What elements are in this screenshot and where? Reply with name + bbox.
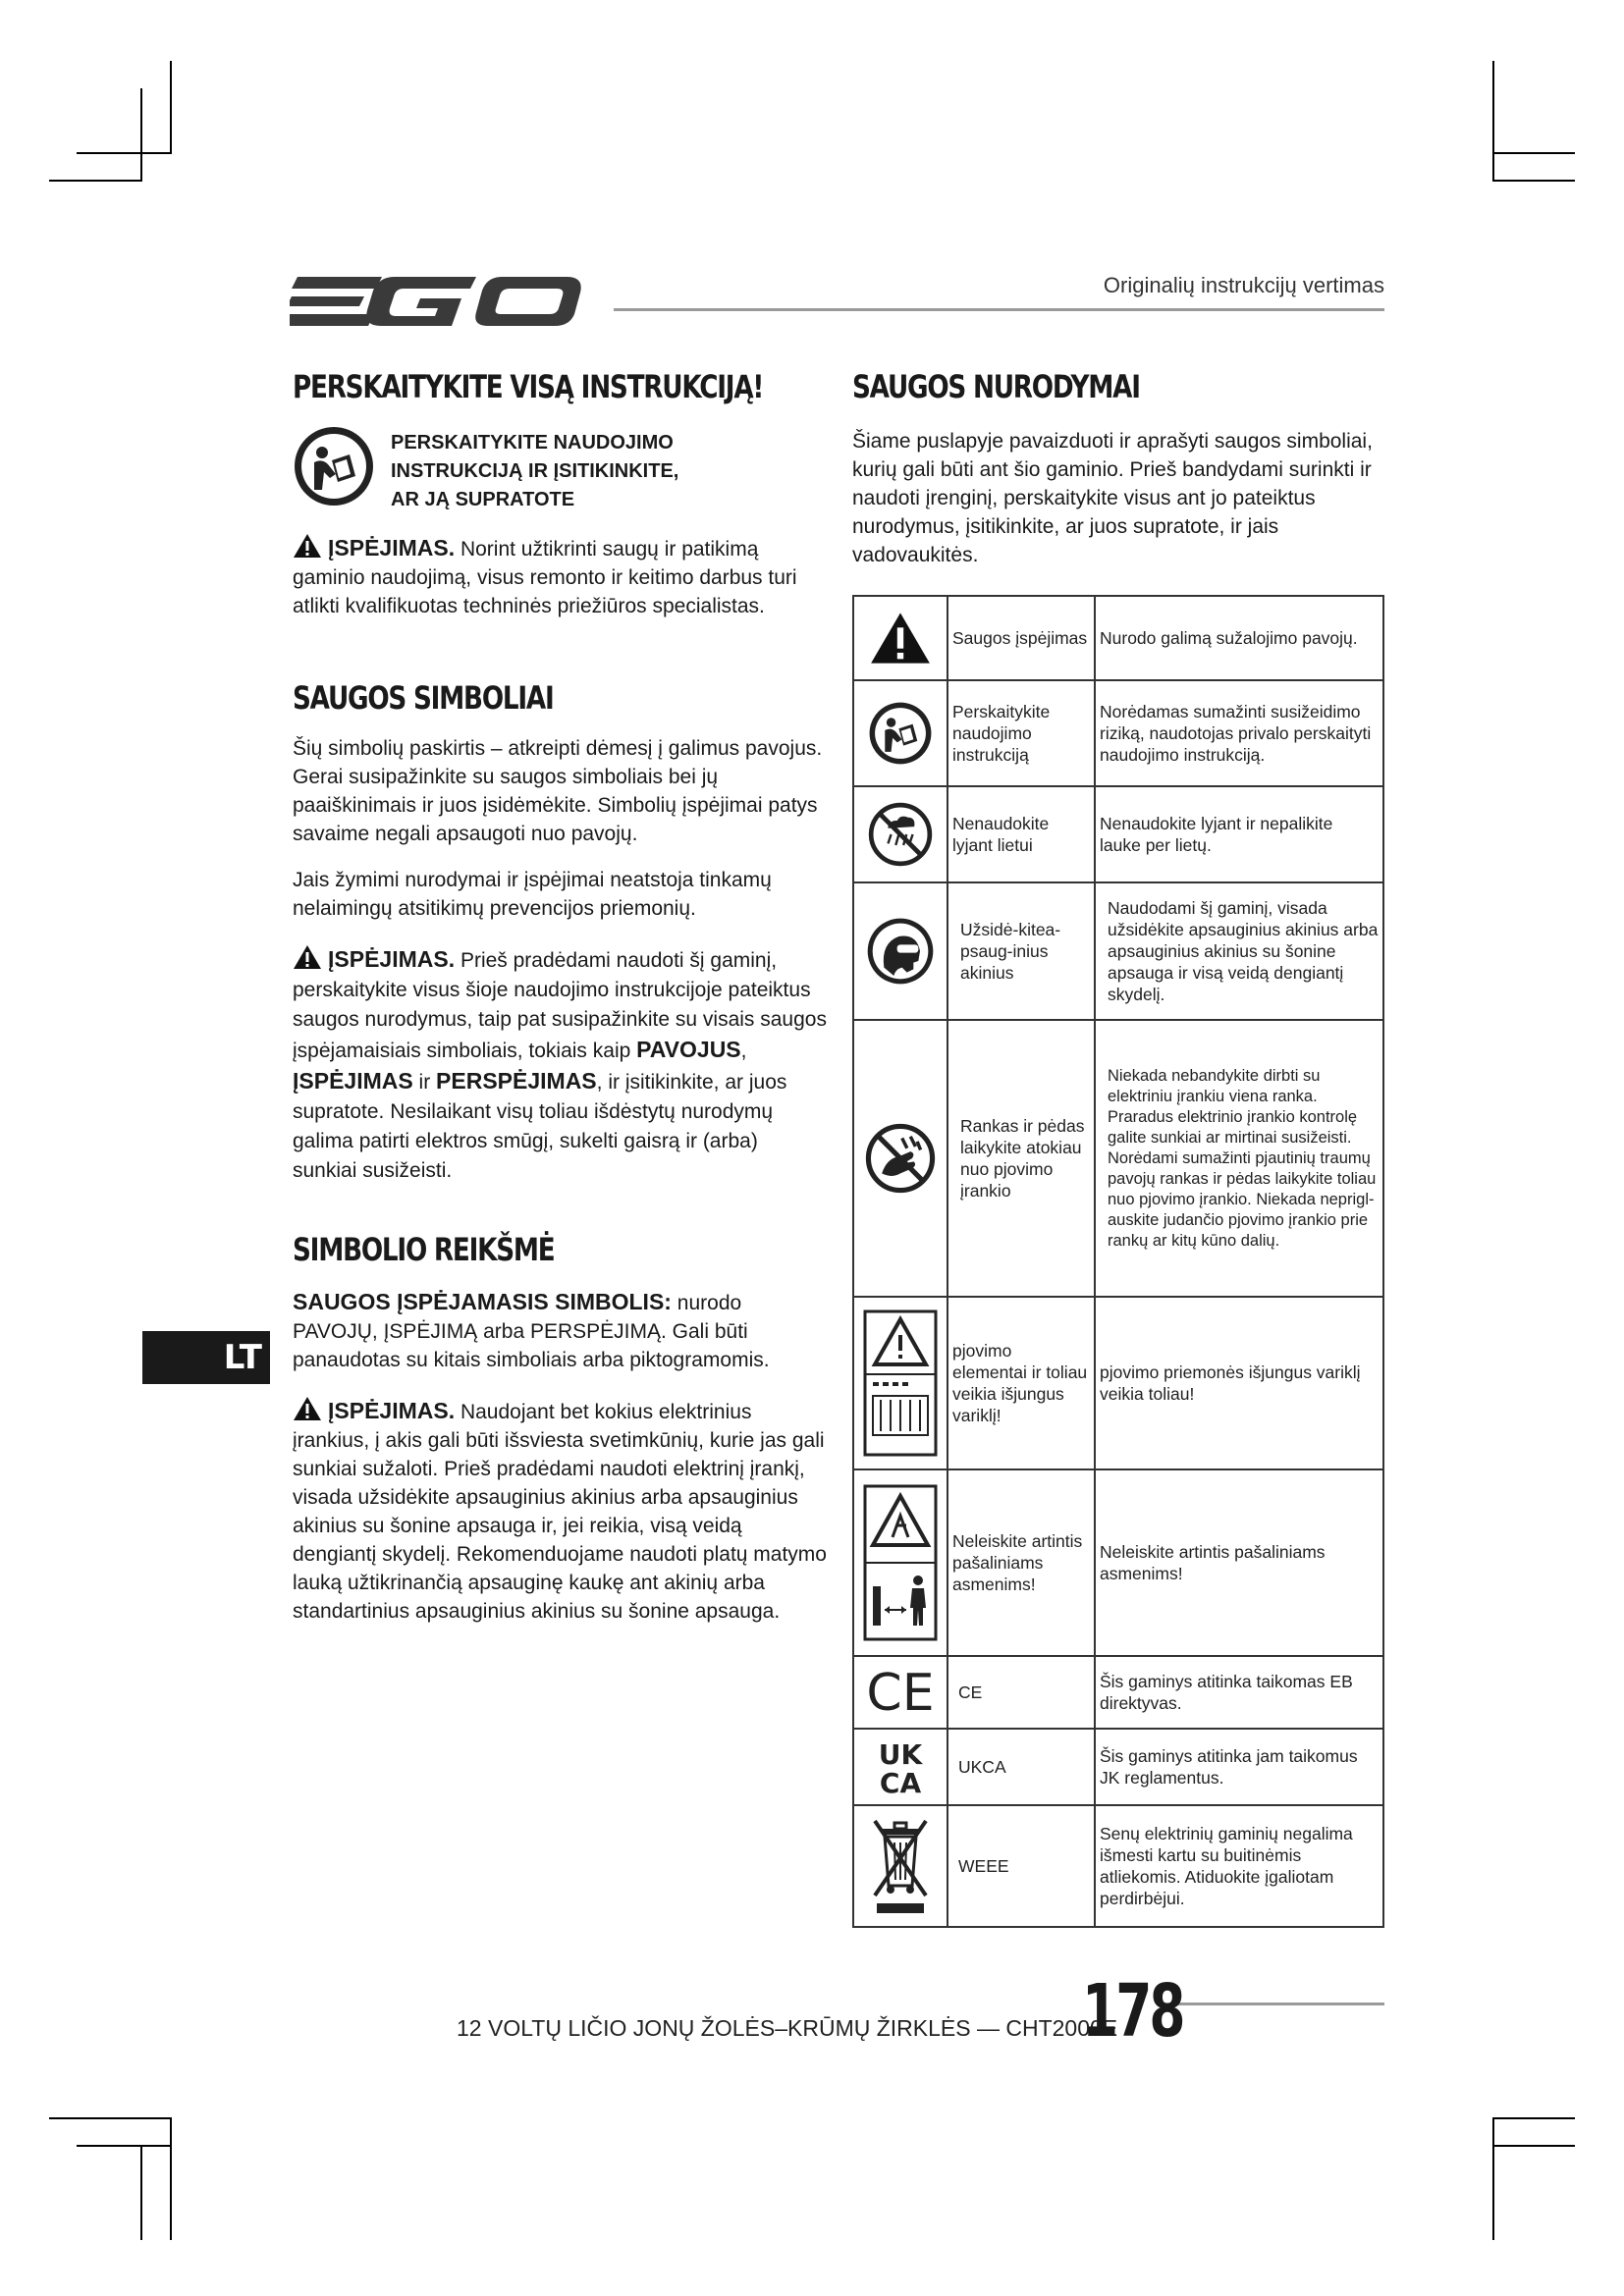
- warning-read-all: [293, 944, 828, 1186]
- read-manual-line: PERSKAITYKITE NAUDOJIMO: [391, 432, 674, 454]
- symbol-name: Rankas ir pėdas laikykite atokiau nuo pjovimo įrankio: [947, 1020, 1095, 1297]
- word-warning: ĮSPĖJIMAS: [293, 1068, 413, 1094]
- bystanders-icon: [863, 1484, 938, 1641]
- read-manual-block: [293, 425, 828, 543]
- footer-rule: [1159, 2002, 1384, 2005]
- warning-triangle-icon: [293, 944, 322, 970]
- safety-intro: Šiame puslapyje pavaizduoti ir aprašyti saugos simboliai, kurių gali būti ant šio gaminio. Prieš bandydami surinkti ir naudoti įrenginį, perskaitykite visus ant jo pateiktus nurodymus, įsitikinkite, ar juos supratote, ir jais vadovaukitės.: [852, 430, 1373, 566]
- crop-mark: [77, 2145, 172, 2147]
- crop-mark: [1492, 2117, 1575, 2119]
- read-manual-line: AR JĄ SUPRATOTE: [391, 489, 575, 510]
- symbol-cell: [853, 1729, 947, 1805]
- ukca-mark-icon: [871, 1737, 930, 1796]
- symbols-paragraph-2: Jais žymimi nurodymai ir įspėjimai neatstoja tinkamų nelaimingų atsitikimų prevencijos priemonių.: [293, 869, 772, 920]
- symbol-description: Norėdamas sumažinti susižeidimo riziką, naudotojas privalo perskaityti naudojimo instrukciją.: [1095, 680, 1383, 786]
- ukca-text-top: UK: [878, 1738, 923, 1771]
- symbol-name: Perskaitykite naudojimo instrukciją: [947, 680, 1095, 786]
- symbol-name: CE: [947, 1656, 1095, 1729]
- table-row: [853, 1729, 1383, 1805]
- language-tab: LT: [142, 1331, 270, 1384]
- page-number: 178: [1082, 1969, 1183, 2054]
- safety-instructions-heading: SAUGOS NURODYMAI: [852, 368, 1140, 405]
- hand-cutting-icon: [865, 1123, 936, 1194]
- footer-product: 12 VOLTŲ LIČIO JONŲ ŽOLĖS–KRŪMŲ ŽIRKLĖS — CHT2000E: [457, 2015, 1118, 2041]
- warning-triangle-icon: [869, 610, 932, 667]
- symbol-description: pjovimo priemonės išjungus variklį veikia toliau!: [1095, 1297, 1383, 1469]
- warning-text: Naudojant bet kokius elektrinius įrankius, į akis gali būti išsviesta svetimkūnių, kurie jas gali sunkiai sužaloti. Prieš pradėdami naudoti elektrinį įrankį, visada užsidėkite apsauginius akinius arba apsauginius akinius su šonine apsauga ir, jei reikia, visą veidą dengiantį skydelį. Rekomenduojame naudoti platų matymo lauką užtikrinančią apsauginę kaukę ant akinių arba standartinius apsauginius akinius su šonine apsauga.: [293, 1401, 827, 1623]
- blade-coasting-icon: [863, 1309, 938, 1457]
- table-row: [853, 680, 1383, 786]
- symbol-description: Nenaudokite lyjant ir nepalikite lauke per lietų.: [1095, 786, 1383, 882]
- symbol-cell: [853, 786, 947, 882]
- symbol-description: Šis gaminys atitinka jam taikomus JK reglamentus.: [1095, 1729, 1383, 1805]
- symbol-name: Užsidė-kitea-psaug-inius akinius: [947, 882, 1095, 1020]
- warning-text: Norint užtikrinti saugų ir patikimą gaminio naudojimą, visus remonto ir keitimo darbus turi atlikti kvalifikuotas techninės priežiūros specialistas.: [293, 538, 797, 617]
- read-manual-icon: [293, 425, 375, 507]
- separator: ,: [740, 1040, 747, 1062]
- warning-eye-protection: [293, 1396, 828, 1626]
- no-rain-icon: [868, 802, 933, 867]
- table-row: [853, 596, 1383, 680]
- warning-label: ĮSPĖJIMAS.: [328, 535, 456, 561]
- symbol-cell: [853, 680, 947, 786]
- ce-mark-icon: [863, 1668, 938, 1717]
- crop-mark: [49, 180, 142, 182]
- crop-mark: [49, 2117, 172, 2119]
- symbols-paragraph-1: Šių simbolių paskirtis – atkreipti dėmesį į galimus pavojus. Gerai susipažinkite su saugos simboliais bei jų paaiškinimais ir juos įsidėmėkite. Simbolių įspėjimai patys savaime negali apsaugoti nuo pavojų.: [293, 737, 823, 845]
- symbol-cell: [853, 1656, 947, 1729]
- warning-triangle-icon: [293, 1396, 322, 1421]
- warning-label: ĮSPĖJIMAS.: [328, 946, 456, 972]
- warning-repair: [293, 533, 828, 620]
- word-caution: PERSPĖJIMAS: [436, 1068, 597, 1094]
- table-row: [853, 1805, 1383, 1927]
- read-manual-icon: [868, 701, 933, 766]
- table-row: [853, 1020, 1383, 1297]
- symbol-name: Neleiskite artintis pašaliniams asmenims!: [947, 1469, 1095, 1656]
- symbols-table: [852, 595, 1384, 1928]
- symbol-name: WEEE: [947, 1805, 1095, 1927]
- warning-text: Prieš pradėdami naudoti šį gaminį, perskaitykite visus šioje naudojimo instrukcijoje pateiktus saugos nurodymus, taip pat susipažinkite su visais saugos įspėjamaisiais simboliais, tokiais kaip: [293, 949, 827, 1062]
- symbol-description: Nurodo galimą sužalojimo pavojų.: [1095, 596, 1383, 680]
- symbol-description: Niekada nebandykite dirbti su elektriniu įrankiu viena ranka. Praradus elektrinio įrankio kontrolę galite sunkiai ar mirtinai susižeisti. Norėdami sumažinti pjautinių traumų pavojų rankas ir pėdas laikykite toliau nuo pjovimo įrankio. Niekada nepriglauskite judančio pjovimo įrankio prie rankų ar kitų kūno dalių.: [1095, 1020, 1383, 1297]
- crop-mark: [1492, 180, 1575, 182]
- right-column: [852, 368, 1387, 569]
- ce-mark-text: CE: [866, 1668, 935, 1717]
- symbol-description: Šis gaminys atitinka taikomas EB direktyvas.: [1095, 1656, 1383, 1729]
- symbol-cell: [853, 882, 947, 1020]
- crop-mark: [77, 152, 172, 154]
- word-danger: PAVOJUS: [636, 1037, 741, 1062]
- symbol-description: Senų elektrinių gaminių negalima išmesti kartu su buitinėmis atliekomis. Atiduokite įgaliotam perdirbėjui.: [1095, 1805, 1383, 1927]
- ego-logo: [290, 267, 584, 336]
- symbol-name: Saugos įspėjimas: [947, 596, 1095, 680]
- symbol-meaning-text: [293, 1288, 828, 1374]
- table-row: [853, 1297, 1383, 1469]
- warning-label: ĮSPĖJIMAS.: [328, 1398, 456, 1423]
- symbol-meaning-heading: SIMBOLIO REIKŠMĖ: [293, 1231, 555, 1268]
- table-row: [853, 882, 1383, 1020]
- translation-note: Originalių instrukcijų vertimas: [1103, 273, 1384, 297]
- read-manual-line: INSTRUKCIJĄ IR ĮSITIKINKITE,: [391, 460, 679, 482]
- header-rule: [614, 308, 1384, 311]
- ukca-text-bottom: CA: [879, 1767, 922, 1796]
- read-manual-text: [391, 429, 678, 514]
- symbol-cell: [853, 596, 947, 680]
- symbol-cell: [853, 1020, 947, 1297]
- symbol-meaning-body: nurodo PAVOJŲ, ĮSPĖJIMĄ arba PERSPĖJIMĄ. Gali būti panaudotas su kitais simboliais arba piktogramomis.: [293, 1292, 770, 1371]
- symbol-meaning-label: SAUGOS ĮSPĖJAMASIS SIMBOLIS:: [293, 1289, 672, 1314]
- crop-mark: [1492, 2145, 1575, 2147]
- symbol-description: Neleiskite artintis pašaliniams asmenims!: [1095, 1469, 1383, 1656]
- symbol-name: Nenaudokite lyjant lietui: [947, 786, 1095, 882]
- weee-bin-icon: [869, 1815, 932, 1917]
- crop-mark: [140, 88, 142, 182]
- crop-mark: [140, 2147, 142, 2240]
- warning-text: , ir įsitikinkite, ar juos supratote. Nesilaikant visų toliau išdėstytų nurodymų galima patirti elektros smūgį, sukelti gaisrą ir (arba) sunkiai susižeisti.: [293, 1071, 787, 1182]
- crop-mark: [1492, 2117, 1494, 2240]
- read-all-heading: PERSKAITYKITE VISĄ INSTRUKCIJĄ!: [293, 368, 764, 405]
- crop-mark: [1492, 61, 1494, 182]
- safety-goggles-icon: [866, 917, 935, 986]
- table-row: [853, 1469, 1383, 1656]
- symbol-cell: [853, 1469, 947, 1656]
- symbol-name: UKCA: [947, 1729, 1095, 1805]
- symbol-cell: [853, 1297, 947, 1469]
- crop-mark: [170, 2117, 172, 2240]
- safety-symbols-heading: SAUGOS SIMBOLIAI: [293, 679, 554, 717]
- table-row: [853, 786, 1383, 882]
- crop-mark: [170, 61, 172, 152]
- symbol-name: pjovimo elementai ir toliau veikia išjungus variklį!: [947, 1297, 1095, 1469]
- symbol-cell: [853, 1805, 947, 1927]
- left-column: [293, 368, 828, 1626]
- table-row: [853, 1656, 1383, 1729]
- separator: ir: [412, 1071, 437, 1094]
- symbol-description: Naudodami šį gaminį, visada užsidėkite apsauginius akinius arba apsauginius akinius su šonine apsauga ir visą veidą dengiantį skydelį.: [1095, 882, 1383, 1020]
- crop-mark: [1492, 152, 1575, 154]
